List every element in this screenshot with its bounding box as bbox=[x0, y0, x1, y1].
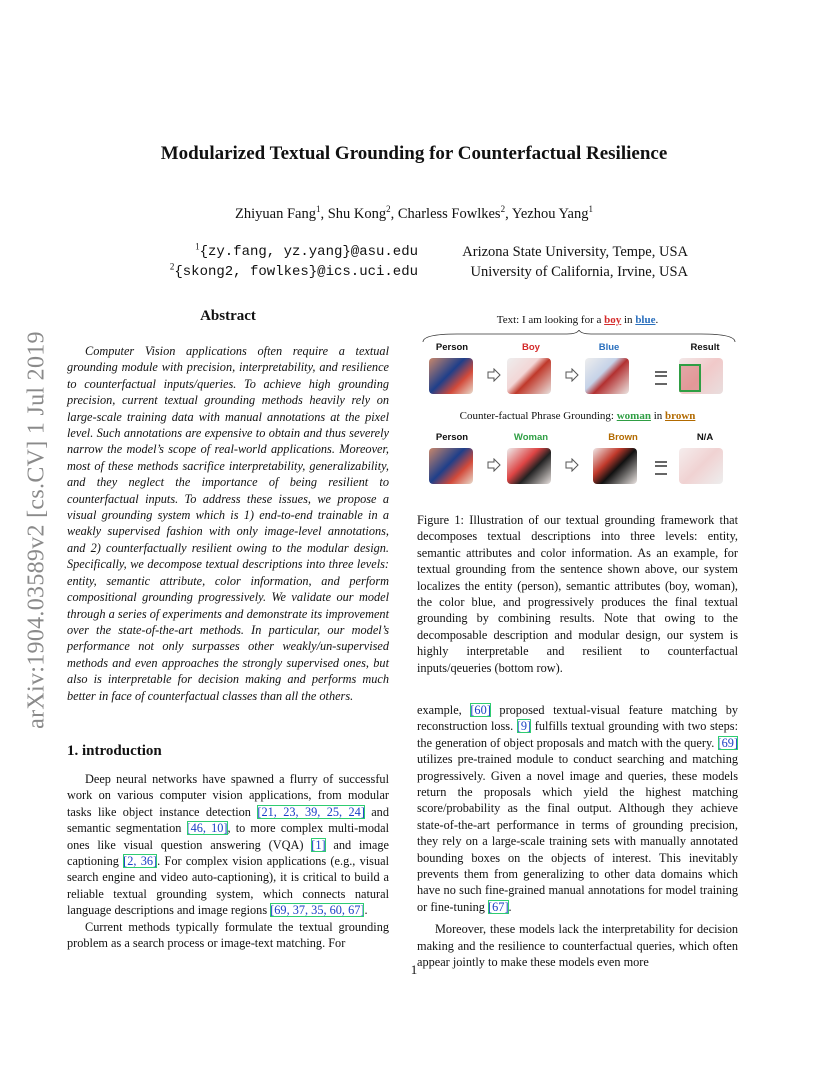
row2-label-brown: Brown bbox=[608, 432, 638, 443]
text-run: . For complex vision applications (e.g., visual search engine and video auto-captioning), it is critical to build a reliable textual grounding system, which connects natural language descriptions and image regions bbox=[67, 854, 389, 918]
citation-link[interactable]: [60] bbox=[470, 703, 491, 717]
arrow-icon bbox=[565, 368, 579, 382]
row1-label-person: Person bbox=[435, 342, 469, 353]
introduction-text bbox=[67, 771, 389, 951]
paper-title: Modularized Textual Grounding for Counterfactual Resilience bbox=[160, 143, 668, 164]
text-run: and semantic segmentation bbox=[67, 804, 389, 836]
citation-link[interactable]: [9] bbox=[516, 719, 532, 734]
row2-image-na bbox=[679, 448, 723, 484]
citation-link[interactable]: [46, 10] bbox=[186, 821, 228, 836]
row2-label-woman: Woman bbox=[513, 432, 549, 443]
equals-icon bbox=[655, 371, 667, 385]
row2-image-person bbox=[429, 448, 473, 484]
arxiv-sidebar-stamp bbox=[22, 300, 52, 760]
row1-label-result: Result bbox=[690, 342, 720, 353]
citation-link[interactable]: [69, 37, 35, 60, 67] bbox=[270, 903, 365, 918]
result-bounding-box bbox=[679, 364, 701, 392]
text-run: Deep neural networks have spawned a flurry of successful work on various computer vision applications, from modular tasks like object instance detection bbox=[67, 772, 389, 819]
right-paragraph-1 bbox=[417, 702, 738, 915]
email-line: $^1${zy.fang, yz.yang}@asu.edu bbox=[195, 241, 418, 260]
abstract-text: Computer Vision applications often require a textual grounding module with precision, interpretability, and resilience to counterfactual inputs/queries. To achieve high grounding precision, current textual grounding methods heavily rely on large-scale training data with manual annotations at the pixel level. Such annotations are expensive to obtain and thus severely narrow the model’s scope of real-world applications. Moreover, most of these methods sacrifice interpretability, generalizability, and they neglect the importance of being resilient to counterfactual inputs. To address these issues, we propose a visual grounding system which is 1) end-to-end trainable in a weakly supervised fashion with only image-level annotations, and 2) counterfactually resilient owing to the modular design. Specifically, we decompose textual descriptions into three levels: entity, semantic attribute, color information, and perform compositional grounding progressively. We validate our model through a series of experiments and demonstrate its improvement over the state-of-the-art methods. In particular, our model’s performance not only surpasses other weakly/un-supervised methods and even approaches the strongly supervised ones, but also is interpretable for decision making and performs much better in face of counterfactual classes than all the others. bbox=[67, 344, 389, 703]
author-name: Zhiyuan Fang bbox=[235, 206, 316, 222]
intro-paragraph-1 bbox=[67, 771, 389, 919]
page-number: 1 bbox=[410, 962, 418, 977]
row2-image-woman bbox=[507, 448, 551, 484]
author-name: Charless Fowlkes bbox=[397, 206, 501, 222]
section-heading-introduction: 1. introduction bbox=[67, 743, 162, 759]
author-affiliations bbox=[428, 242, 688, 282]
arrow-icon bbox=[565, 458, 579, 472]
text-run: example, bbox=[417, 703, 471, 717]
right-paragraph-2: Moreover, these models lack the interpretability for decision making and the resilience to counterfactual queries, which often appear jointly to make these models even more bbox=[417, 922, 738, 970]
email-line: $^2${skong2, fowlkes}@ics.uci.edu bbox=[169, 261, 418, 280]
text-run: . bbox=[364, 903, 368, 918]
row2-image-brown bbox=[593, 448, 637, 484]
row1-image-boy bbox=[507, 358, 551, 394]
row1-image-result bbox=[679, 358, 723, 394]
row2-label-person: Person bbox=[435, 432, 469, 443]
author-affiliation-mark: 2 bbox=[386, 204, 391, 215]
text-run: , to more complex multi-modal ones like visual question answering (VQA) bbox=[67, 821, 390, 852]
figure-1-caption: Figure 1: Illustration of our textual grounding framework that decomposes textual descriptions into three levels: entity, semantic attributes and color information. As an example, for textual grounding from the sentence shown above, our system localizes the entity (person), semantic attributes (boy, woman), the color blue, and progressively produces the final textual grounding by combining results. Note that owing to the decomposable description and modular design, our system is highly interpretable and resilient to counterfactual inputs/qeueries (bottom row). bbox=[417, 513, 738, 675]
right-column-text bbox=[417, 702, 738, 971]
citation-link[interactable]: [1] bbox=[311, 837, 326, 852]
row1-image-person bbox=[429, 358, 473, 394]
row1-label-blue: Blue bbox=[598, 342, 620, 353]
author-affiliation-mark: 2 bbox=[500, 204, 506, 215]
citation-link[interactable]: [21, 23, 39, 25, 24] bbox=[257, 804, 365, 819]
author-emails bbox=[118, 242, 418, 282]
text-run: proposed textual-visual feature matching by reconstruction loss. bbox=[417, 703, 738, 734]
figure-counterfactual-text: Counter-factual Phrase Grounding: woman in brown bbox=[459, 410, 696, 422]
citation-link[interactable]: [69] bbox=[717, 735, 738, 750]
author-affiliation-mark: 1 bbox=[315, 204, 321, 215]
author-list: Zhiyuan Fang$^1$, Shu Kong$^2$, Charless Fowlkes$^2$, Yezhou Yang$^1$ bbox=[235, 204, 593, 222]
citation-link[interactable]: [67] bbox=[488, 899, 509, 914]
author-name: Yezhou Yang bbox=[511, 206, 589, 222]
text-run: utilizes pre-trained module to conduct searching and matching progressively. Given a novel image and queries, these models return the proposals which yield the highest matching score/probability as the final output. Although they achieve state-of-the-art performance in terms of grounding precision, they rely on a large-scale training sets with manually annotated bounding boxes on the objects of interest. This inevitably prevents them from generalizing to other data domains which have no such fine-grained manual annotations for model training or fine-tuning bbox=[417, 752, 738, 914]
text-run: fulfills textual grounding with two steps: the generation of object proposals and match with the query. bbox=[417, 719, 738, 750]
arrow-icon bbox=[487, 368, 501, 382]
arrow-icon bbox=[487, 458, 501, 472]
author-name: Shu Kong bbox=[327, 206, 387, 222]
text-run: and image captioning bbox=[67, 837, 389, 869]
row2-label-na: N/A bbox=[696, 432, 714, 443]
figure-query-text: Text: I am looking for a boy in blue. bbox=[496, 314, 659, 326]
intro-paragraph-2: Current methods typically formulate the textual grounding problem as a search process or image-text matching. For bbox=[67, 919, 389, 951]
equals-icon bbox=[655, 461, 667, 475]
author-affiliation-mark: 1 bbox=[588, 204, 593, 215]
row1-image-blue bbox=[585, 358, 629, 394]
figure-1 bbox=[417, 308, 738, 506]
arxiv-id: arXiv:1904.03589v2 [cs.CV] 1 Jul 2019 bbox=[23, 331, 50, 729]
text-run: . bbox=[508, 899, 512, 914]
citation-link[interactable]: [2, 36] bbox=[123, 854, 158, 869]
abstract-heading: Abstract bbox=[200, 308, 256, 324]
row1-label-boy: Boy bbox=[522, 342, 540, 353]
affiliation-line: University of California, Irvine, USA bbox=[470, 264, 688, 280]
affiliation-line: Arizona State University, Tempe, USA bbox=[462, 244, 688, 260]
